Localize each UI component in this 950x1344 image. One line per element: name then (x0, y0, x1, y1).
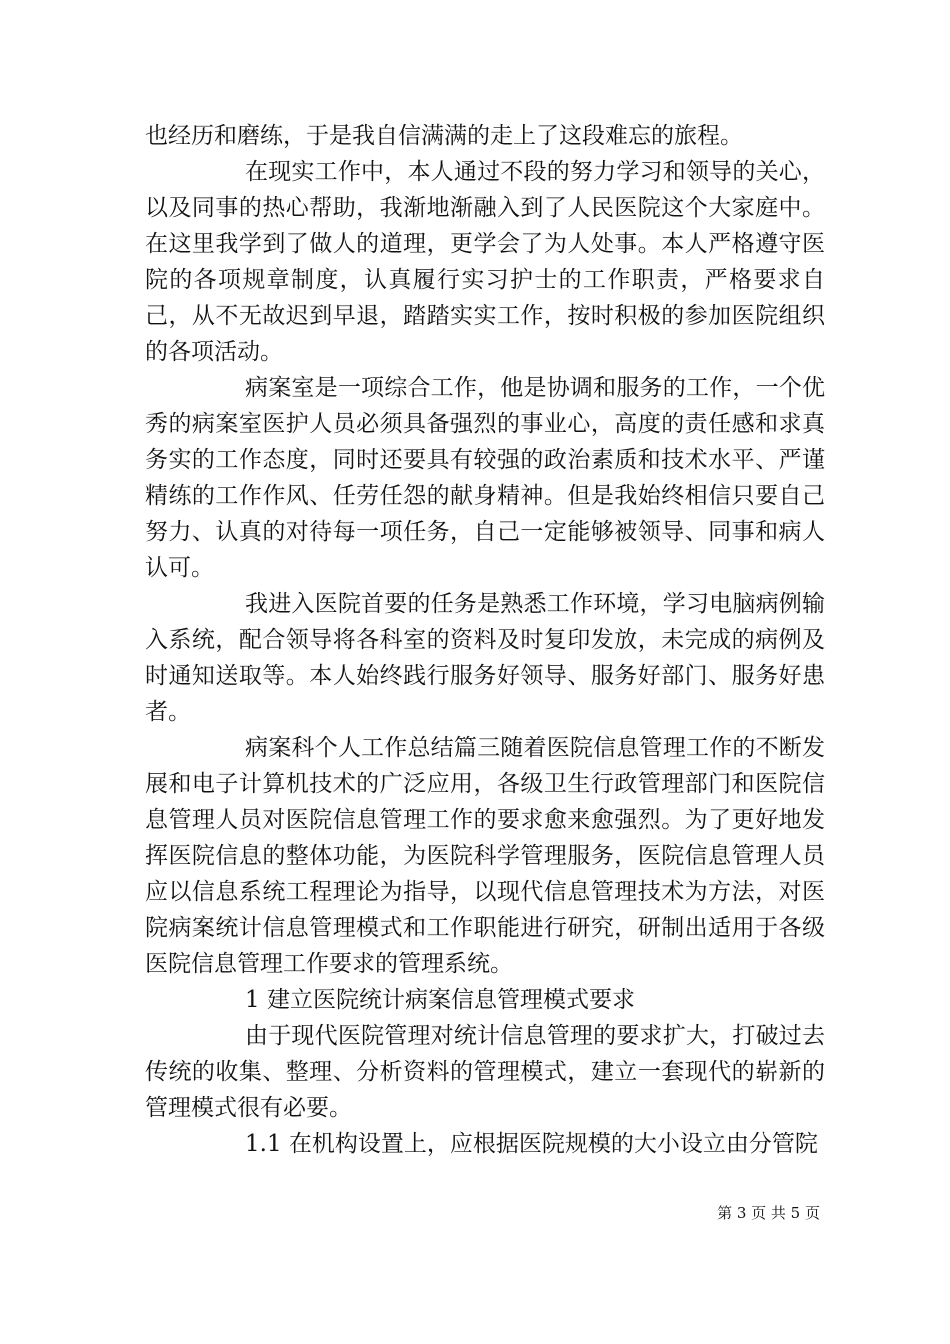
page-number-footer: 第 3 页 共 5 页 (717, 1204, 820, 1222)
paragraph: 由于现代医院管理对统计信息管理的要求扩大，打破过去传统的收集、整理、分析资料的管理模式，建立一套现代的崭新的管理模式很有必要。 (145, 1023, 825, 1121)
paragraph: 病案室是一项综合工作，他是协调和服务的工作，一个优秀的病案室医护人员必须具备强烈的事业心，高度的责任感和求真务实的工作态度，同时还要具有较强的政治素质和技术水平、严谨精练的工作作风、任劳任怨的献身精神。但是我始终相信只要自己努力、认真的对待每一项任务，自己一定能够被领导、同事和病人认可。 (145, 375, 825, 581)
paragraph: 在现实工作中，本人通过不段的努力学习和领导的关心，以及同事的热心帮助，我渐地渐融入到了人民医院这个大家庭中。在这里我学到了做人的道理，更学会了为人处事。本人严格遵守医院的各项规章制度，认真履行实习护士的工作职责，严格要求自己，从不无故迟到早退，踏踏实实工作，按时积极的参加医院组织的各项活动。 (145, 159, 825, 365)
document-body (145, 118, 825, 1162)
paragraph: 我进入医院首要的任务是熟悉工作环境，学习电脑病例输入系统，配合领导将各科室的资料及时复印发放，未完成的病例及时通知送取等。本人始终践行服务好领导、服务好部门、服务好患者。 (145, 591, 825, 725)
paragraph: 1.1 在机构设置上，应根据医院规模的大小设立由分管院 (245, 1131, 818, 1157)
paragraph: 病案科个人工作总结篇三随着医院信息管理工作的不断发展和电子计算机技术的广泛应用，各级卫生行政管理部门和医院信息管理人员对医院信息管理工作的要求愈来愈强烈。为了更好地发挥医院信息的整体功能，为医院科学管理服务，医院信息管理人员应以信息系统工程理论为指导，以现代信息管理技术为方法，对医院病案统计信息管理模式和工作职能进行研究，研制出适用于各级医院信息管理工作要求的管理系统。 (145, 735, 825, 977)
section-heading: 1 建立医院统计病案信息管理模式要求 (245, 987, 635, 1013)
paragraph-continuation: 也经历和磨练，于是我自信满满的走上了这段难忘的旅程。 (145, 123, 743, 149)
